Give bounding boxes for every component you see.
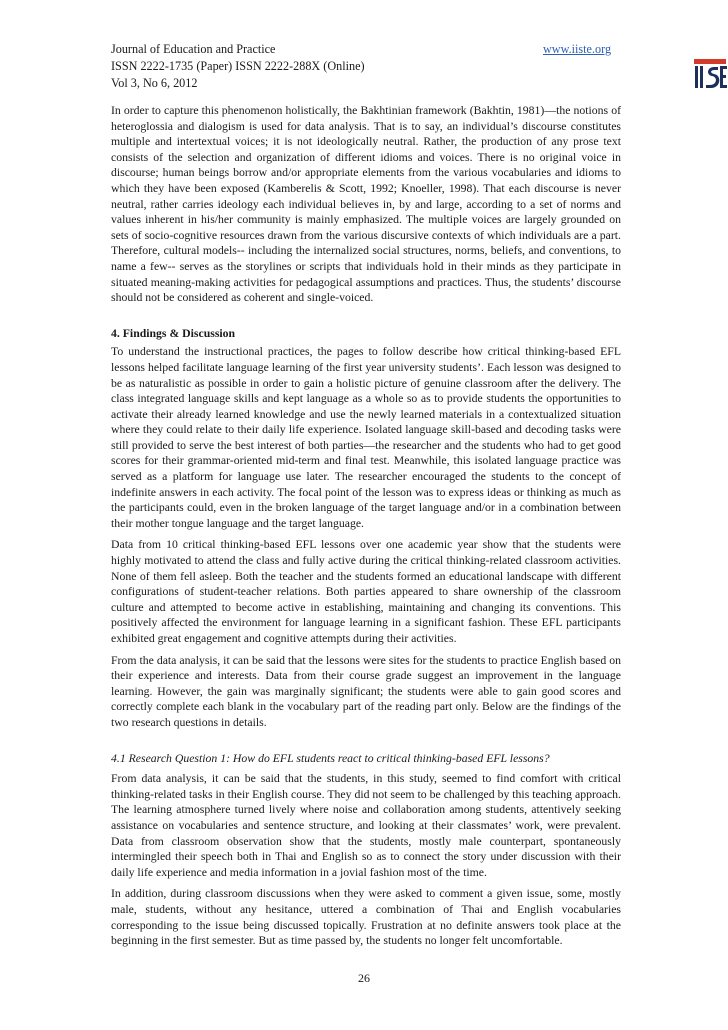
paragraph-data-lessons: Data from 10 critical thinking-based EFL lessons over one academic year show that the students were highly motivated to attend the class and fully active during the critical thinking-related classroom activities. None of them fell asleep. Both the teacher and the students formed an educational landscape with different configurations of student-teacher relations. Both parties appeared to share ownership of the classroom culture and attempted to become active in establishing, maintaining and changing its conventions. This positively affected the environment for language learning in a significant fashion. These EFL participants exhibited great engagement and cognitive attempts during their activities. xyxy=(111,538,621,645)
paragraph-data-analysis: From the data analysis, it can be said that the lessons were sites for the students to practice English based on their experience and interests. Data from their course grade suggest an improvement in the language learning. However, the gain was marginally significant; the students were able to gain good scores and correctly complete each blank in the vocabulary part of the reading part only. Below are the findings of the two research questions in details. xyxy=(111,653,621,729)
volume-line: Vol 3, No 6, 2012 xyxy=(111,76,198,90)
page-number: 26 xyxy=(358,971,370,985)
running-header xyxy=(111,41,621,92)
article-body xyxy=(111,103,621,955)
subsection-heading: 4.1 Research Question 1: How do EFL students react to critical thinking-based EFL lessons? xyxy=(111,751,550,765)
paragraph-students-comfort: From data analysis, it can be said that the students, in this study, seemed to find comfort with critical thinking-related tasks in their English course. They did not seem to be challenged by this teaching approach. The learning atmosphere turned lively where noise and collaboration among students, attentively seeking assistance on vocabularies and sentence structure, and looking at their classmates’ work, were prevalent. Data from classroom observation show that the students, mostly male counterpart, spontaneously intermingled their speech both in Thai and English so as to connect the story under discussion with their daily life experience and media information in a jovial fashion most of the time. xyxy=(111,772,621,879)
issn-line: ISSN 2222-1735 (Paper) ISSN 2222-288X (Online) xyxy=(111,59,365,73)
paragraph-framework: In order to capture this phenomenon holistically, the Bakhtinian framework (Bakhtin, 1981)—the notions of heteroglossia and dialogism is used for data analysis. That is to say, an individual’s discourse constitutes multiple and intertextual voices; it is not ideologically neutral. Rather, the production of any prose text consists of the selection and organization of different idioms and voices. There is no original voice in discourse; human beings borrow and/or appropriate elements from the various vocabularies and idioms to which they have been exposed (Kamberelis & Scott, 1992; Knoeller, 1998). That each discourse is never neutral, rather carries ideology each individual believes in, by and large, according to a set of norms and values inherent in his/her community is mainly emphasized. The multiple voices are largely grounded on sets of socio-cognitive resources drawn from the various discursive contexts of which individuals are a part. Therefore, cultural models-- including the internalized social structures, norms, beliefs, and conventions, to name a few-- serves as the storylines or scripts that individuals hold in their minds as they participate in situated meaning-making activities for pedagogical assumptions and practices. Thus, the students’ discourse should not be considered as coherent and single-voiced. xyxy=(111,104,621,305)
journal-url-link[interactable]: www.iiste.org xyxy=(543,42,612,56)
paragraph-classroom-discussions: In addition, during classroom discussions when they were asked to comment a given issue, some, mostly male, students, without any hesitance, uttered a combination of Thai and English vocabularies corresponding to the issue being discussed topically. Frustration at no definite answers took place at the beginning in the first semester. But as time passed by, the students no longer felt uncomfortable. xyxy=(111,887,621,948)
journal-name: Journal of Education and Practice xyxy=(111,42,276,56)
section-heading: 4. Findings & Discussion xyxy=(111,326,236,340)
paragraph-instructional-practices: To understand the instructional practices, the pages to follow describe how critical thinking-based EFL lessons helped facilitate language learning of the first year university students’. Each lesson was designed to be as naturalistic as possible in order to gain a holistic picture of genuine classroom after the delivery. The class integrated language skills and kept language as a whole so as to provide students the opportunities to activate their already learned knowledge and use the newly learned materials in a contextualized situation where they could relate to their daily life experience. Isolated language skill-based and decoding tasks were still provided to serve the best interest of both parties—the researcher and the students who had to get good scores for their grammar-oriented mid-term and final test. Meanwhile, this isolated language practice was served as a platform for language use later. The researcher encouraged the students to the concept of indefinite answers in each activity. The focal point of the lesson was to express ideas or thinking as much as the participants could, even in the broken language of the target language and/or in a combination between their mother tongue language and the target language. xyxy=(111,345,621,530)
iiste-logo xyxy=(691,57,728,91)
